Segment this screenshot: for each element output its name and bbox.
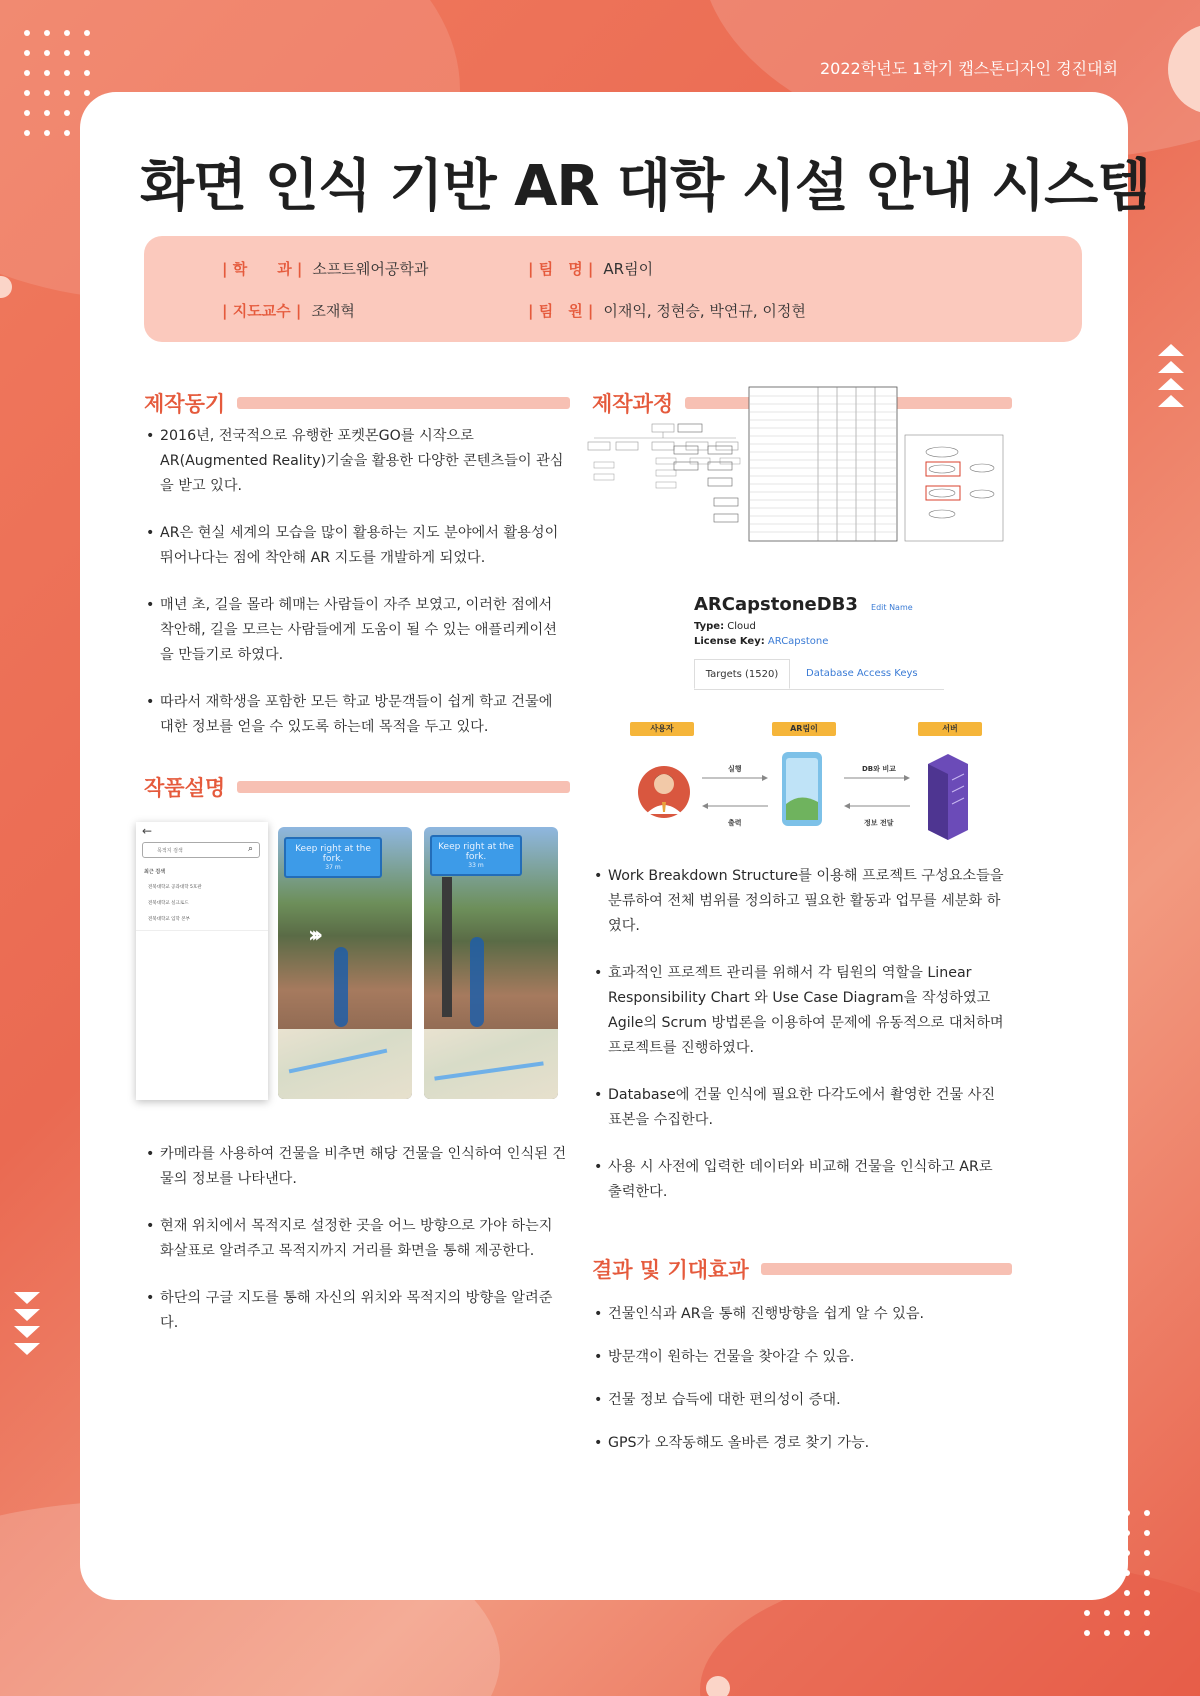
motivation-section xyxy=(144,388,570,762)
list-item: • GPS가 오작동해도 올바른 경로 찾기 가능. xyxy=(592,1431,1012,1456)
license-value[interactable]: ARCapstone xyxy=(767,636,829,647)
list-item: • 현재 위치에서 목적지로 설정한 곳을 어느 방향으로 가야 하는지 화살표로 알려주고 목적지까지 거리를 화면을 통해 제공한다. xyxy=(144,1214,570,1264)
license-label: License Key: xyxy=(694,636,765,647)
db-type-row xyxy=(694,621,994,632)
flow-graphics xyxy=(630,744,1024,840)
ar-direction-sign xyxy=(430,835,522,876)
motivation-title: 제작동기 xyxy=(144,392,226,416)
license-row xyxy=(694,636,994,647)
responsibility-chart xyxy=(748,386,898,542)
team-label: | 팀 명 | xyxy=(528,260,594,278)
recent-item: 전북대학교 입학 본부 xyxy=(148,917,190,922)
list-item: • 건물인식과 AR을 통해 진행방향을 쉽게 알 수 있음. xyxy=(592,1302,1012,1327)
list-item: • AR은 현실 세계의 모습을 많이 활용하는 지도 분야에서 활용성이 뛰어나다는 점에 착안해 AR 지도를 개발하게 되었다. xyxy=(144,521,570,571)
list-item: • 따라서 재학생을 포함한 모든 학교 방문객들이 쉽게 학교 건물에 대한 정보를 얻을 수 있도록 하는데 목적을 두고 있다. xyxy=(144,690,570,740)
results-list xyxy=(592,1302,1012,1456)
compare-label: DB와 비교 xyxy=(862,765,896,773)
map-preview xyxy=(424,1029,558,1099)
sign-text: Keep right at the fork. xyxy=(438,842,514,862)
advisor-label: | 지도교수 | xyxy=(222,302,302,320)
sign-text: Keep right at the fork. xyxy=(295,844,371,864)
description-list xyxy=(144,1142,570,1336)
user-avatar xyxy=(638,766,690,818)
use-case-diagram xyxy=(904,434,1004,542)
recent-item: 전북대학교 실크로드 xyxy=(148,901,189,906)
advisor-value: 조재혁 xyxy=(311,302,355,320)
section-heading xyxy=(144,388,570,418)
description-text xyxy=(144,1142,570,1358)
ar-screen-1 xyxy=(278,827,412,1099)
background-blob xyxy=(0,276,12,298)
dept-value: 소프트웨어공학과 xyxy=(312,260,429,278)
search-screen xyxy=(136,822,268,1100)
advisor-row xyxy=(222,300,355,321)
recent-item: 전북대학교 공과대학 5호관 xyxy=(148,885,202,890)
ar-screen-2 xyxy=(424,827,558,1099)
server-tag: 서버 xyxy=(918,722,982,736)
list-item: • 사용 시 사전에 입력한 데이터와 비교해 건물을 인식하고 AR로 출력한다. xyxy=(592,1155,1008,1205)
list-item: • Work Breakdown Structure를 이용해 프로젝트 구성요소들을 분류하여 전체 범위를 정의하고 필요한 활동과 업무를 세분화 하였다. xyxy=(592,864,1008,939)
team-info-box xyxy=(144,236,1082,342)
list-item: • 매년 초, 길을 몰라 헤매는 사람들이 자주 보였고, 이러한 점에서 착안해, 길을 모르는 사람들에게 도움이 될 수 있는 애플리케이션을 만들기로 하였다. xyxy=(144,593,570,668)
send-label: 정보 전달 xyxy=(864,819,894,827)
ar-direction-sign xyxy=(284,837,382,878)
triangle-down-icon xyxy=(14,1292,40,1358)
results-section xyxy=(592,1254,1012,1474)
list-item: • 효과적인 프로젝트 관리를 위해서 각 팀원의 역할을 Linear Responsibility Chart 와 Use Case Diagram을 작성하였고 Agile의 Scrum 방법론을 이용하여 문제에 유동적으로 대처하며 프로젝트를 진행하였다. xyxy=(592,961,1008,1061)
search-icon: ⌕ xyxy=(248,844,254,854)
dept-row xyxy=(222,258,428,279)
db-tabs xyxy=(694,659,944,690)
list-item: • 하단의 구글 지도를 통해 자신의 위치와 목적지의 방향을 알려준다. xyxy=(144,1286,570,1336)
members-row xyxy=(528,300,806,321)
chevron-right-icon: ››› xyxy=(308,923,318,948)
user-tag: 사용자 xyxy=(630,722,694,736)
section-heading xyxy=(592,1254,1012,1284)
search-input: 목적지 검색 xyxy=(142,842,260,858)
list-item: • 건물 정보 습득에 대한 편의성이 증대. xyxy=(592,1388,1012,1413)
map-preview xyxy=(278,1029,412,1099)
smartphone-icon xyxy=(782,752,822,826)
process-list xyxy=(592,864,1008,1205)
server-icon xyxy=(928,754,968,840)
process-text xyxy=(592,864,1008,1227)
system-flow-diagram xyxy=(630,722,1024,840)
content-card xyxy=(80,92,1151,1600)
members-label: | 팀 원 | xyxy=(528,302,594,320)
list-item: • 방문객이 원하는 건물을 찾아갈 수 있음. xyxy=(592,1345,1012,1370)
db-name: ARCapstoneDB3 xyxy=(694,594,858,615)
sign-distance: 37 m xyxy=(325,864,341,871)
process-title: 제작과정 xyxy=(592,392,674,416)
sign-distance: 33 m xyxy=(468,862,484,869)
background-blob xyxy=(706,1676,730,1696)
output-label: 출력 xyxy=(728,819,742,827)
db-type-value: Cloud xyxy=(727,621,756,632)
section-heading xyxy=(144,772,570,802)
tab-targets[interactable]: Targets (1520) xyxy=(694,659,790,689)
team-value: AR림이 xyxy=(603,260,654,278)
edit-name-link[interactable]: Edit Name xyxy=(871,603,913,612)
description-section xyxy=(144,772,570,802)
dept-label: | 학 과 | xyxy=(222,260,303,278)
app-tag: AR림이 xyxy=(772,722,836,736)
tab-access-keys[interactable]: Database Access Keys xyxy=(806,668,918,679)
members-value: 이재익, 정현승, 박연규, 이정현 xyxy=(603,302,806,320)
description-title: 작품설명 xyxy=(144,776,226,800)
run-label: 실행 xyxy=(728,765,742,773)
team-row xyxy=(528,258,653,279)
list-item: • 카메라를 사용하여 건물을 비추면 해당 건물을 인식하여 인식된 건물의 정보를 나타낸다. xyxy=(144,1142,570,1192)
poster-title: 화면 인식 기반 AR 대학 시설 안내 시스템 xyxy=(140,154,1151,219)
list-item: • 2016년, 전국적으로 유행한 포켓몬GO를 시작으로 AR(Augmented Reality)기술을 활용한 다양한 콘텐츠들이 관심을 받고 있다. xyxy=(144,424,570,499)
motivation-list xyxy=(144,424,570,740)
triangle-up-icon xyxy=(1158,344,1184,410)
database-panel xyxy=(694,594,994,690)
back-arrow-icon: ← xyxy=(142,824,153,838)
contest-name: 2022학년도 1학기 캡스톤디자인 경진대회 xyxy=(820,59,1118,78)
list-item: • Database에 건물 인식에 필요한 다각도에서 촬영한 건물 사진 표본을 수집한다. xyxy=(592,1083,1008,1133)
recent-label: 최근 검색 xyxy=(144,869,166,875)
results-title: 결과 및 기대효과 xyxy=(592,1258,749,1282)
wbs-detail-diagram xyxy=(648,422,748,532)
db-type-label: Type: xyxy=(694,621,725,632)
